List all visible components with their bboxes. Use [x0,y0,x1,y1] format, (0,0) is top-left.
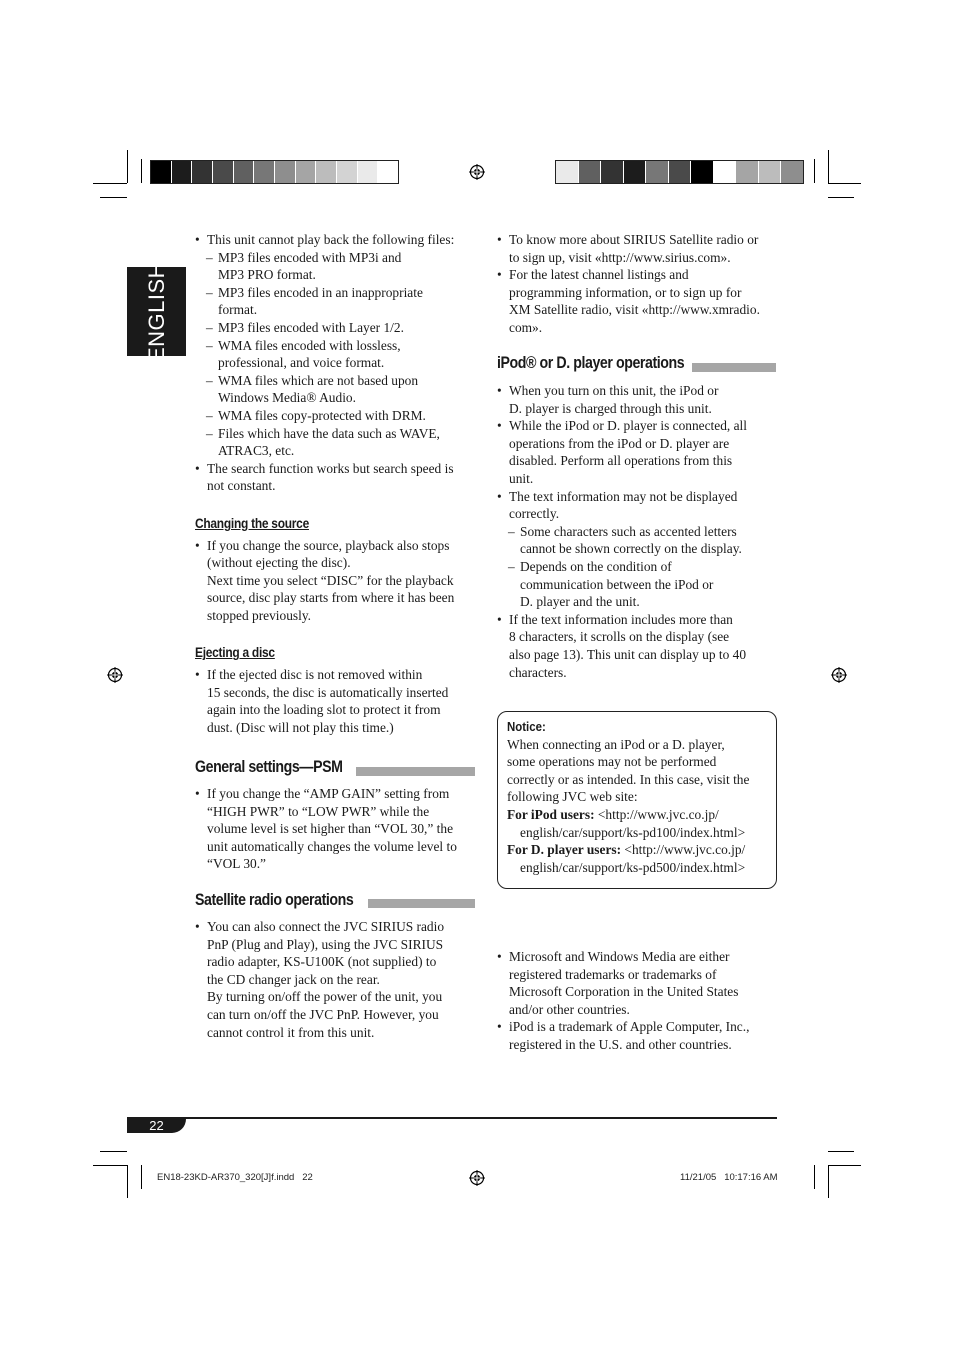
color-swatch [646,161,669,183]
registration-mark-icon [469,164,485,180]
color-swatch [192,161,213,183]
crop-mark [814,159,815,183]
list-item: • Microsoft and Windows Media are either registered trademarks or trademarks of Microsoft Corporation in the United States and/or other countries. [497,948,782,1018]
color-bar-right [555,160,804,184]
general-settings-text: • If you change the “AMP GAIN” setting from “HIGH PWR” to “LOW PWR” while the volume level is set higher than “VOL 30,” the unit automatically changes the volume level to “VOL 30.” [195,785,480,873]
ejecting-disc-heading: Ejecting a disc [195,645,275,661]
list-subitem: – WMA files copy-protected with DRM. [195,407,480,425]
list-item: • If the ejected disc is not removed within 15 seconds, the disc is automatically inserted again into the loading slot to protect it from dust. (Disc will not play this time.) [195,666,480,736]
list-subitem: – WMA files which are not based upon Windows Media® Audio. [195,372,480,407]
section-bar [368,899,475,908]
color-bar-left [150,160,399,184]
crop-mark [100,197,127,198]
color-swatch [669,161,692,183]
color-swatch [213,161,234,183]
list-item: • For the latest channel listings and programming information, or to sign up for XM Satellite radio, visit «http://www.xmradio. com». [497,266,782,336]
list-item: • The search function works but search speed is not constant. [195,460,480,495]
crop-mark [828,1151,854,1152]
crop-mark [814,1165,815,1189]
color-swatch [624,161,647,183]
file-name: EN18-23KD-AR370_320[J]f.indd 22 [157,1172,313,1183]
list-subitem: – Files which have the data such as WAVE, ATRAC3, etc. [195,425,480,460]
color-swatch [172,161,193,183]
list-item: • While the iPod or D. player is connected, all operations from the iPod or D. player are disabled. Perform all operations from this unit. [497,417,782,487]
color-swatch [556,161,579,183]
color-swatch [714,161,737,183]
dplayer-users-link: For D. player users: <http://www.jvc.co.jp/ [507,842,746,858]
page-number: 22 [127,1118,186,1133]
registration-mark-icon [831,667,847,683]
list-item: • If the text information includes more than 8 characters, it scrolls on the display (see also page 13). This unit can display up to 40 characters. [497,611,782,681]
list-subitem: – MP3 files encoded in an inappropriate format. [195,284,480,319]
list-subitem: – Depends on the condition of communication between the iPod or D. player and the unit. [497,558,782,611]
satellite-radio-text: • You can also connect the JVC SIRIUS radio PnP (Plug and Play), using the JVC SIRIUS radio adapter, KS-U100K (not supplied) to the CD changer jack on the rear. By turning on/off the power of the unit, you can turn on/off the JVC PnP. However, you cannot control it from this unit. [195,918,480,1041]
list-item: • This unit cannot play back the following files: [195,231,480,249]
notice-title: Notice: [507,719,546,734]
crop-mark [100,1151,127,1152]
registration-mark-icon [469,1170,485,1186]
language-label: ENGLISH [143,261,169,362]
color-swatch [691,161,714,183]
crop-mark [93,1165,127,1166]
list-item: • iPod is a trademark of Apple Computer, Inc., registered in the U.S. and other countries. [497,1018,782,1053]
section-bar [356,767,475,776]
satellite-radio-heading: Satellite radio operations [195,891,354,909]
list-subitem: – MP3 files encoded with MP3i and MP3 PRO format. [195,249,480,284]
timestamp: 11/21/05 10:17:16 AM [680,1172,778,1183]
ipod-operations-text [497,382,782,681]
list-item: • To know more about SIRIUS Satellite radio or to sign up, visit «http://www.sirius.com». [497,231,782,266]
general-settings-heading: General settings—PSM [195,758,343,776]
ipod-operations-heading: iPod® or D. player operations [497,354,685,372]
color-swatch [601,161,624,183]
crop-mark [127,1165,128,1198]
trademark-notes [497,948,782,1054]
color-swatch [759,161,782,183]
crop-mark [828,150,829,183]
list-item: • The text information may not be displayed correctly. [497,488,782,523]
color-swatch [316,161,337,183]
crop-mark [141,159,142,183]
list-subitem: – MP3 files encoded with Layer 1/2. [195,319,480,337]
color-swatch [254,161,275,183]
right-column-top [497,231,782,337]
crop-mark [828,197,854,198]
crop-mark [93,183,127,184]
crop-mark [828,1165,829,1198]
left-column [195,231,480,736]
color-swatch [378,161,398,183]
registration-mark-icon [107,667,123,683]
color-swatch [736,161,759,183]
crop-mark [127,150,128,183]
list-item: • If you change the source, playback also stops (without ejecting the disc). Next time you select “DISC” for the playback source, disc play starts from where it has been stopped previously. [195,537,480,625]
crop-mark [828,1165,861,1166]
list-subitem: – Some characters such as accented letters cannot be shown correctly on the display. [497,523,782,558]
crop-mark [828,183,861,184]
color-swatch [781,161,803,183]
color-swatch [579,161,602,183]
color-swatch [234,161,255,183]
list-item: • When you turn on this unit, the iPod or D. player is charged through this unit. [497,382,782,417]
list-subitem: – WMA files encoded with lossless, professional, and voice format. [195,337,480,372]
ipod-users-link: For iPod users: <http://www.jvc.co.jp/ [507,806,719,822]
notice-box: Notice: When connecting an iPod or a D. player, some operations may not be performed correctly or as intended. In this case, visit the following JVC web site: For iPod users: <http://www.jvc.co.jp/ english/car/support/ks-pd100/index.html> For D. player users: <http://www.jvc.co.jp/ english/car/support/ks-pd500/index.html> [497,711,777,889]
unplayable-list [195,249,480,460]
crop-mark [141,1165,142,1189]
color-swatch [358,161,379,183]
color-swatch [337,161,358,183]
changing-source-heading: Changing the source [195,515,309,531]
color-swatch [275,161,296,183]
language-tab [127,261,186,362]
color-swatch [296,161,317,183]
footer-rule [127,1117,777,1119]
color-swatch [151,161,172,183]
section-bar [692,363,776,372]
